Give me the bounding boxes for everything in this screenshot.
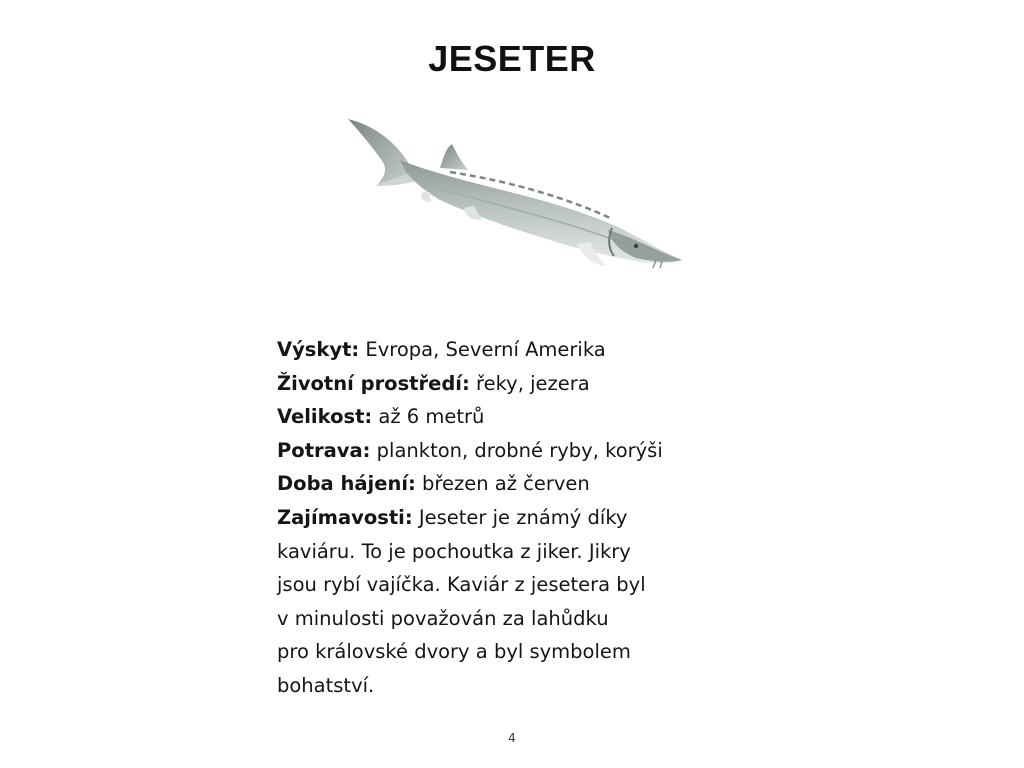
info-row-food	[277, 434, 737, 468]
occurrence-value: Evropa, Severní Amerika	[365, 338, 606, 361]
facts-line: v minulosti považován za lahůdku	[277, 606, 609, 630]
occurrence-label: Výskyt:	[277, 338, 360, 361]
facts-line: jsou rybí vajíčka. Kaviár z jesetera byl	[277, 573, 646, 597]
info-row-closed-season	[277, 467, 737, 501]
facts-first-line: Jeseter je známý díky	[418, 505, 628, 529]
food-value: plankton, drobné ryby, korýši	[376, 438, 663, 462]
page-number: 4	[508, 731, 516, 745]
facts-label: Zajímavosti:	[277, 505, 413, 529]
size-label: Velikost:	[277, 405, 373, 429]
facts-line: pro královské dvory a byl symbolem	[277, 640, 631, 664]
sturgeon-fish-illustration	[340, 110, 690, 280]
closed-season-label: Doba hájení:	[277, 472, 416, 496]
info-row-size	[277, 400, 737, 434]
habitat-value: řeky, jezera	[476, 371, 590, 395]
food-label: Potrava:	[277, 438, 371, 462]
facts-line: kaviáru. To je pochoutka z jiker. Jikry	[277, 539, 631, 563]
info-row-facts	[277, 501, 737, 535]
info-row-habitat	[277, 367, 737, 401]
page-title: JESETER	[428, 38, 596, 79]
habitat-label: Životní prostředí:	[277, 371, 470, 395]
info-row-occurrence	[277, 333, 737, 367]
facts-line: bohatství.	[277, 673, 375, 697]
closed-season-value: březen až červen	[422, 472, 590, 496]
size-value: až 6 metrů	[378, 405, 485, 429]
info-block	[277, 333, 737, 703]
